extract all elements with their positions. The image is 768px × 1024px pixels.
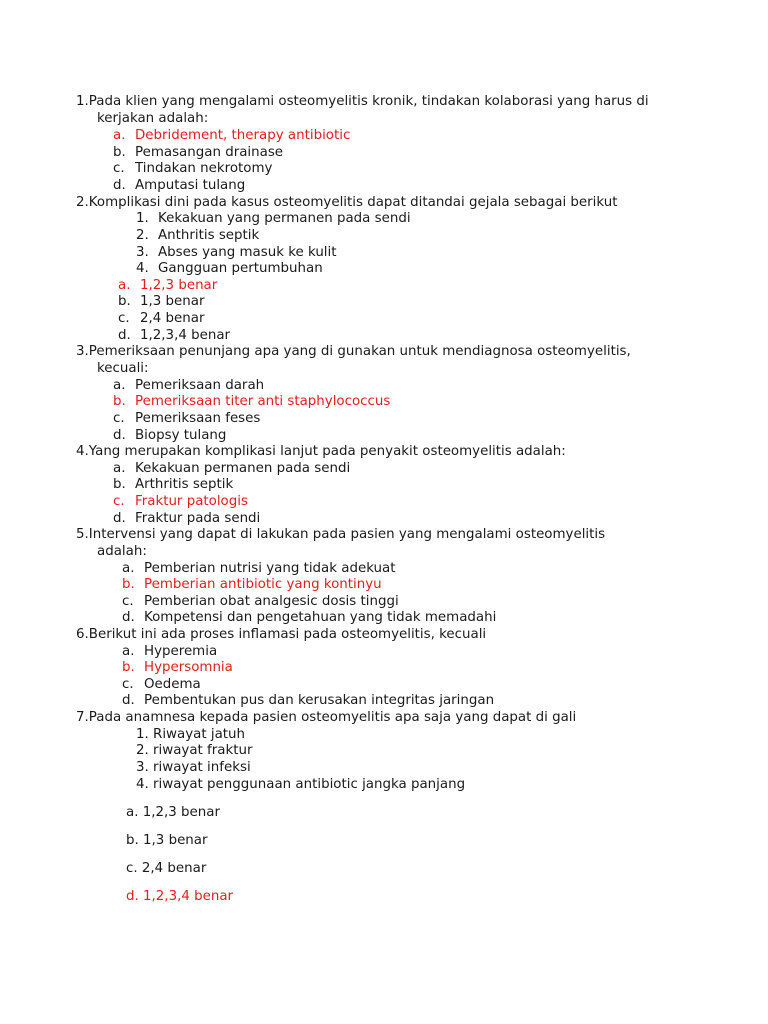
question-2-statement-4: 4. Gangguan pertumbuhan [136,261,323,276]
question-3-stem: 3.Pemeriksaan penunjang apa yang di gunakan untuk mendiagnosa osteomyelitis, [76,344,631,359]
question-2-option-c: c. 2,4 benar [118,311,205,326]
question-6-option-c: c. Oedema [122,677,201,692]
question-3-stem-continued: kecuali: [97,361,149,376]
question-1-option-a: a. Debridement, therapy antibiotic [113,128,351,143]
question-4-option-d: d. Fraktur pada sendi [113,511,261,526]
question-3-option-d: d. Biopsy tulang [113,428,227,443]
question-7-stem: 7.Pada anamnesa kepada pasien osteomyelitis apa saja yang dapat di gali [76,710,577,725]
question-7-statement-4: 4. riwayat penggunaan antibiotic jangka panjang [136,777,466,792]
question-5-stem-continued: adalah: [97,544,147,559]
question-6-option-b: b. Hypersomnia [122,660,233,675]
question-7-option-d: d. 1,2,3,4 benar [126,889,234,904]
question-2-option-d: d. 1,2,3,4 benar [118,328,231,343]
question-1-option-c: c. Tindakan nekrotomy [113,161,273,176]
question-7-statement-2: 2. riwayat fraktur [136,743,253,758]
question-7-option-c: c. 2,4 benar [126,861,207,876]
question-5-stem: 5.Intervensi yang dapat di lakukan pada pasien yang mengalami osteomyelitis [76,527,606,542]
question-7-option-b: b. 1,3 benar [126,833,208,848]
question-6-stem: 6.Berikut ini ada proses inflamasi pada osteomyelitis, kecuali [76,627,487,642]
question-4-stem: 4.Yang merupakan komplikasi lanjut pada penyakit osteomyelitis adalah: [76,444,566,459]
question-7-option-a: a. 1,2,3 benar [126,805,220,820]
question-1-stem-continued: kerjakan adalah: [97,111,209,126]
question-7-statement-3: 3. riwayat infeksi [136,760,251,775]
question-3-option-c: c. Pemeriksaan feses [113,411,261,426]
question-6-option-d: d. Pembentukan pus dan kerusakan integritas jaringan [122,693,495,708]
question-4-option-c: c. Fraktur patologis [113,494,248,509]
question-3-option-b: b. Pemeriksaan titer anti staphylococcus [113,394,391,409]
question-2-statement-3: 3. Abses yang masuk ke kulit [136,245,337,260]
question-2-stem: 2.Komplikasi dini pada kasus osteomyelitis dapat ditandai gejala sebagai berikut [76,195,618,210]
question-4-option-a: a. Kekakuan permanen pada sendi [113,461,351,476]
question-4-option-b: b. Arthritis septik [113,477,234,492]
question-5-option-c: c. Pemberian obat analgesic dosis tinggi [122,594,399,609]
question-5-option-d: d. Kompetensi dan pengetahuan yang tidak memadahi [122,610,497,625]
question-1-option-b: b. Pemasangan drainase [113,145,284,160]
question-6-option-a: a. Hyperemia [122,644,218,659]
question-2-statement-2: 2. Anthritis septik [136,228,260,243]
question-2-option-b: b. 1,3 benar [118,294,205,309]
question-5-option-a: a. Pemberian nutrisi yang tidak adekuat [122,561,396,576]
question-1-stem: 1.Pada klien yang mengalami osteomyelitis kronik, tindakan kolaborasi yang harus di [76,94,649,109]
question-5-option-b: b. Pemberian antibiotic yang kontinyu [122,577,382,592]
question-7-statement-1: 1. Riwayat jatuh [136,727,246,742]
question-2-option-a: a. 1,2,3 benar [118,278,218,293]
question-1-option-d: d. Amputasi tulang [113,178,246,193]
question-3-option-a: a. Pemeriksaan darah [113,378,265,393]
question-2-statement-1: 1. Kekakuan yang permanen pada sendi [136,211,411,226]
